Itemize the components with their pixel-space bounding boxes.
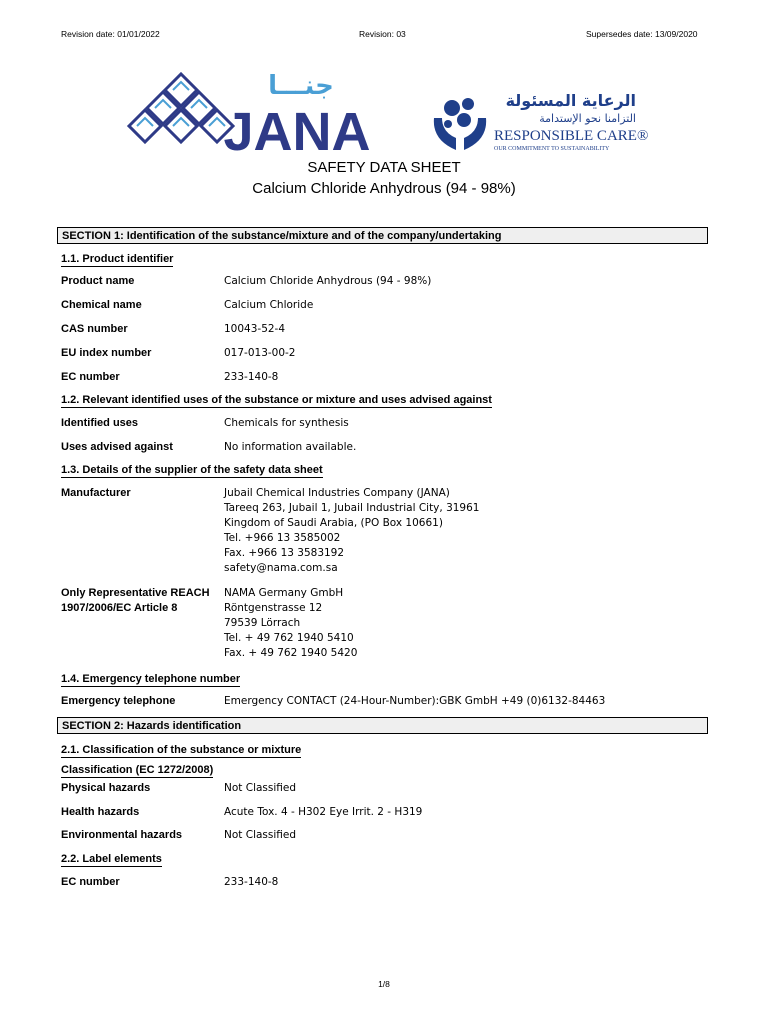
identified-uses-value: Chemicals for synthesis [224,417,349,429]
chemical-name-value: Calcium Chloride [224,299,314,311]
physical-hazards-value: Not Classified [224,782,297,794]
health-hazards-label: Health hazards [61,806,140,818]
uses-advised-against-value: No information available. [224,441,357,453]
environmental-hazards-label: Environmental hazards [61,829,183,841]
eu-index-number-value: 017-013-00-2 [224,347,296,359]
representative-line: NAMA Germany GmbH [224,587,344,599]
jana-wordmark: JANA [223,102,371,158]
subsection-1-1-heading: 1.1. Product identifier [61,253,174,265]
ec-number-label: EC number [61,371,120,383]
page-number: 1/8 [378,979,390,989]
representative-line: Tel. + 49 762 1940 5410 [224,632,354,644]
emergency-telephone-value: Emergency CONTACT (24-Hour-Number):GBK GmbH +49 (0)6132-84463 [224,695,606,707]
physical-hazards-label: Physical hazards [61,782,151,794]
jana-logo [121,66,391,158]
section-1-heading: SECTION 1: Identification of the substance/mixture and of the company/undertaking [57,227,708,244]
product-name-value: Calcium Chloride Anhydrous (94 - 98%) [224,275,432,287]
ec-number-value: 233-140-8 [224,371,279,383]
rc-tagline: OUR COMMITMENT TO SUSTAINABILITY [494,146,610,152]
revision-date: Revision date: 01/01/2022 [61,29,160,39]
subsection-1-2-heading: 1.2. Relevant identified uses of the substance or mixture and uses advised against [61,394,492,406]
manufacturer-email: safety@nama.com.sa [224,562,338,574]
manufacturer-line: Jubail Chemical Industries Company (JANA) [224,487,450,499]
section-2-heading: SECTION 2: Hazards identification [57,717,708,734]
cas-number-value: 10043-52-4 [224,323,286,335]
representative-line: 79539 Lörrach [224,617,301,629]
rc-name: RESPONSIBLE CARE® [494,128,649,144]
representative-line: Röntgenstrasse 12 [224,602,323,614]
manufacturer-line: Tel. +966 13 3585002 [224,532,341,544]
representative-label-line1: Only Representative REACH [61,587,210,599]
chemical-name-label: Chemical name [61,299,142,311]
product-name-label: Product name [61,275,135,287]
classification-subheading: Classification (EC 1272/2008) [61,764,214,776]
hands-globe-icon [434,98,486,150]
manufacturer-line: Tareeq 263, Jubail 1, Jubail Industrial City, 31961 [224,502,480,514]
label-ec-number-value: 233-140-8 [224,876,279,888]
manufacturer-line: Fax. +966 13 3583192 [224,547,345,559]
supersedes-date: Supersedes date: 13/09/2020 [586,29,698,39]
logo-banner [0,66,768,158]
subsection-1-4-heading: 1.4. Emergency telephone number [61,673,241,685]
label-ec-number-label: EC number [61,876,120,888]
emergency-telephone-label: Emergency telephone [61,695,176,707]
jana-pattern-icon [129,74,233,142]
representative-label [61,586,210,616]
subsection-2-1-heading: 2.1. Classification of the substance or mixture [61,744,302,756]
manufacturer-line: Kingdom of Saudi Arabia, (PO Box 10661) [224,517,443,529]
uses-advised-against-label: Uses advised against [61,441,173,453]
eu-index-number-label: EU index number [61,347,152,359]
representative-label-line2: 1907/2006/EC Article 8 [61,602,178,614]
representative-address [224,586,357,661]
jana-arabic-wordmark: جنـــا [268,71,334,101]
manufacturer-label: Manufacturer [61,487,131,499]
health-hazards-value: Acute Tox. 4 - H302 Eye Irrit. 2 - H319 [224,806,423,818]
manufacturer-address [224,486,479,576]
environmental-hazards-value: Not Classified [224,829,297,841]
responsible-care-logo [430,88,650,154]
representative-line: Fax. + 49 762 1940 5420 [224,647,358,659]
document-subtitle: Calcium Chloride Anhydrous (94 - 98%) [252,180,516,197]
revision-number: Revision: 03 [359,29,406,39]
identified-uses-label: Identified uses [61,417,139,429]
subsection-2-2-heading: 2.2. Label elements [61,853,162,865]
cas-number-label: CAS number [61,323,128,335]
rc-arabic-line1: الرعاية المسئولة [505,91,636,110]
document-title: SAFETY DATA SHEET [307,159,461,176]
rc-arabic-line2: التزامنا نحو الإستدامة [539,112,636,125]
subsection-1-3-heading: 1.3. Details of the supplier of the safety data sheet [61,464,323,476]
